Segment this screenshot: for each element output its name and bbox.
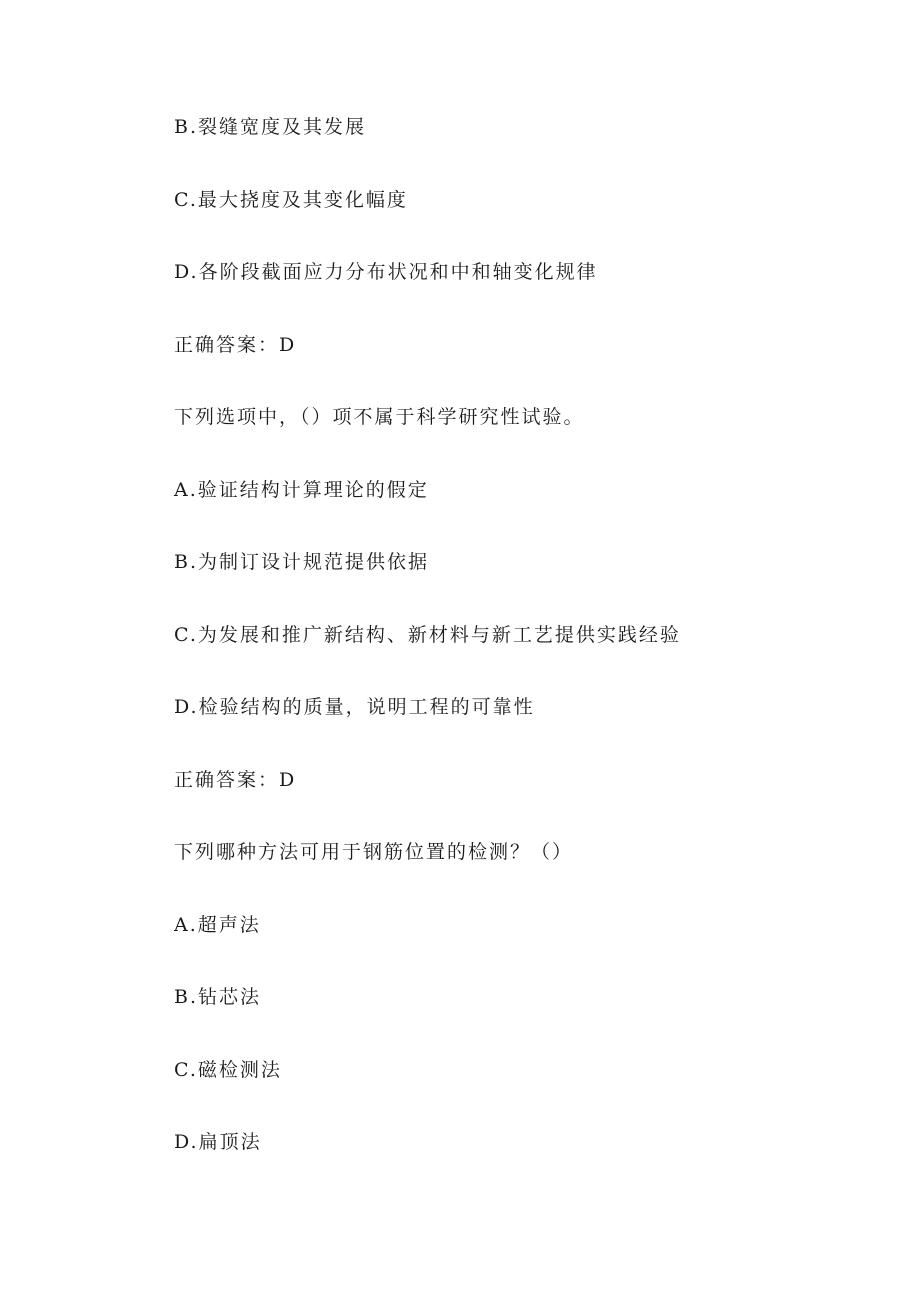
option-a-text: A.验证结构计算理论的假定 (174, 479, 429, 501)
option-c-text: C.最大挠度及其变化幅度 (174, 189, 408, 211)
question-text: 下列选项中，（）项不属于科学研究性试验。 (174, 406, 585, 428)
option-b-text: B.裂缝宽度及其发展 (174, 116, 367, 138)
question-text: 下列哪种方法可用于钢筋位置的检测？（） (174, 841, 574, 863)
option-d-text: D.各阶段截面应力分布状况和中和轴变化规律 (174, 261, 598, 283)
option-a-text: A.超声法 (174, 914, 261, 936)
answer-text: 正确答案：D (174, 769, 297, 791)
option-c-text: C.磁检测法 (174, 1059, 282, 1081)
option-c-text: C.为发展和推广新结构、新材料与新工艺提供实践经验 (174, 624, 681, 646)
option-d-text: D.扁顶法 (174, 1131, 262, 1153)
option-d-text: D.检验结构的质量，说明工程的可靠性 (174, 696, 535, 718)
answer-text: 正确答案：D (174, 334, 297, 356)
option-b-text: B.钻芯法 (174, 986, 262, 1008)
option-b-text: B.为制订设计规范提供依据 (174, 551, 430, 573)
